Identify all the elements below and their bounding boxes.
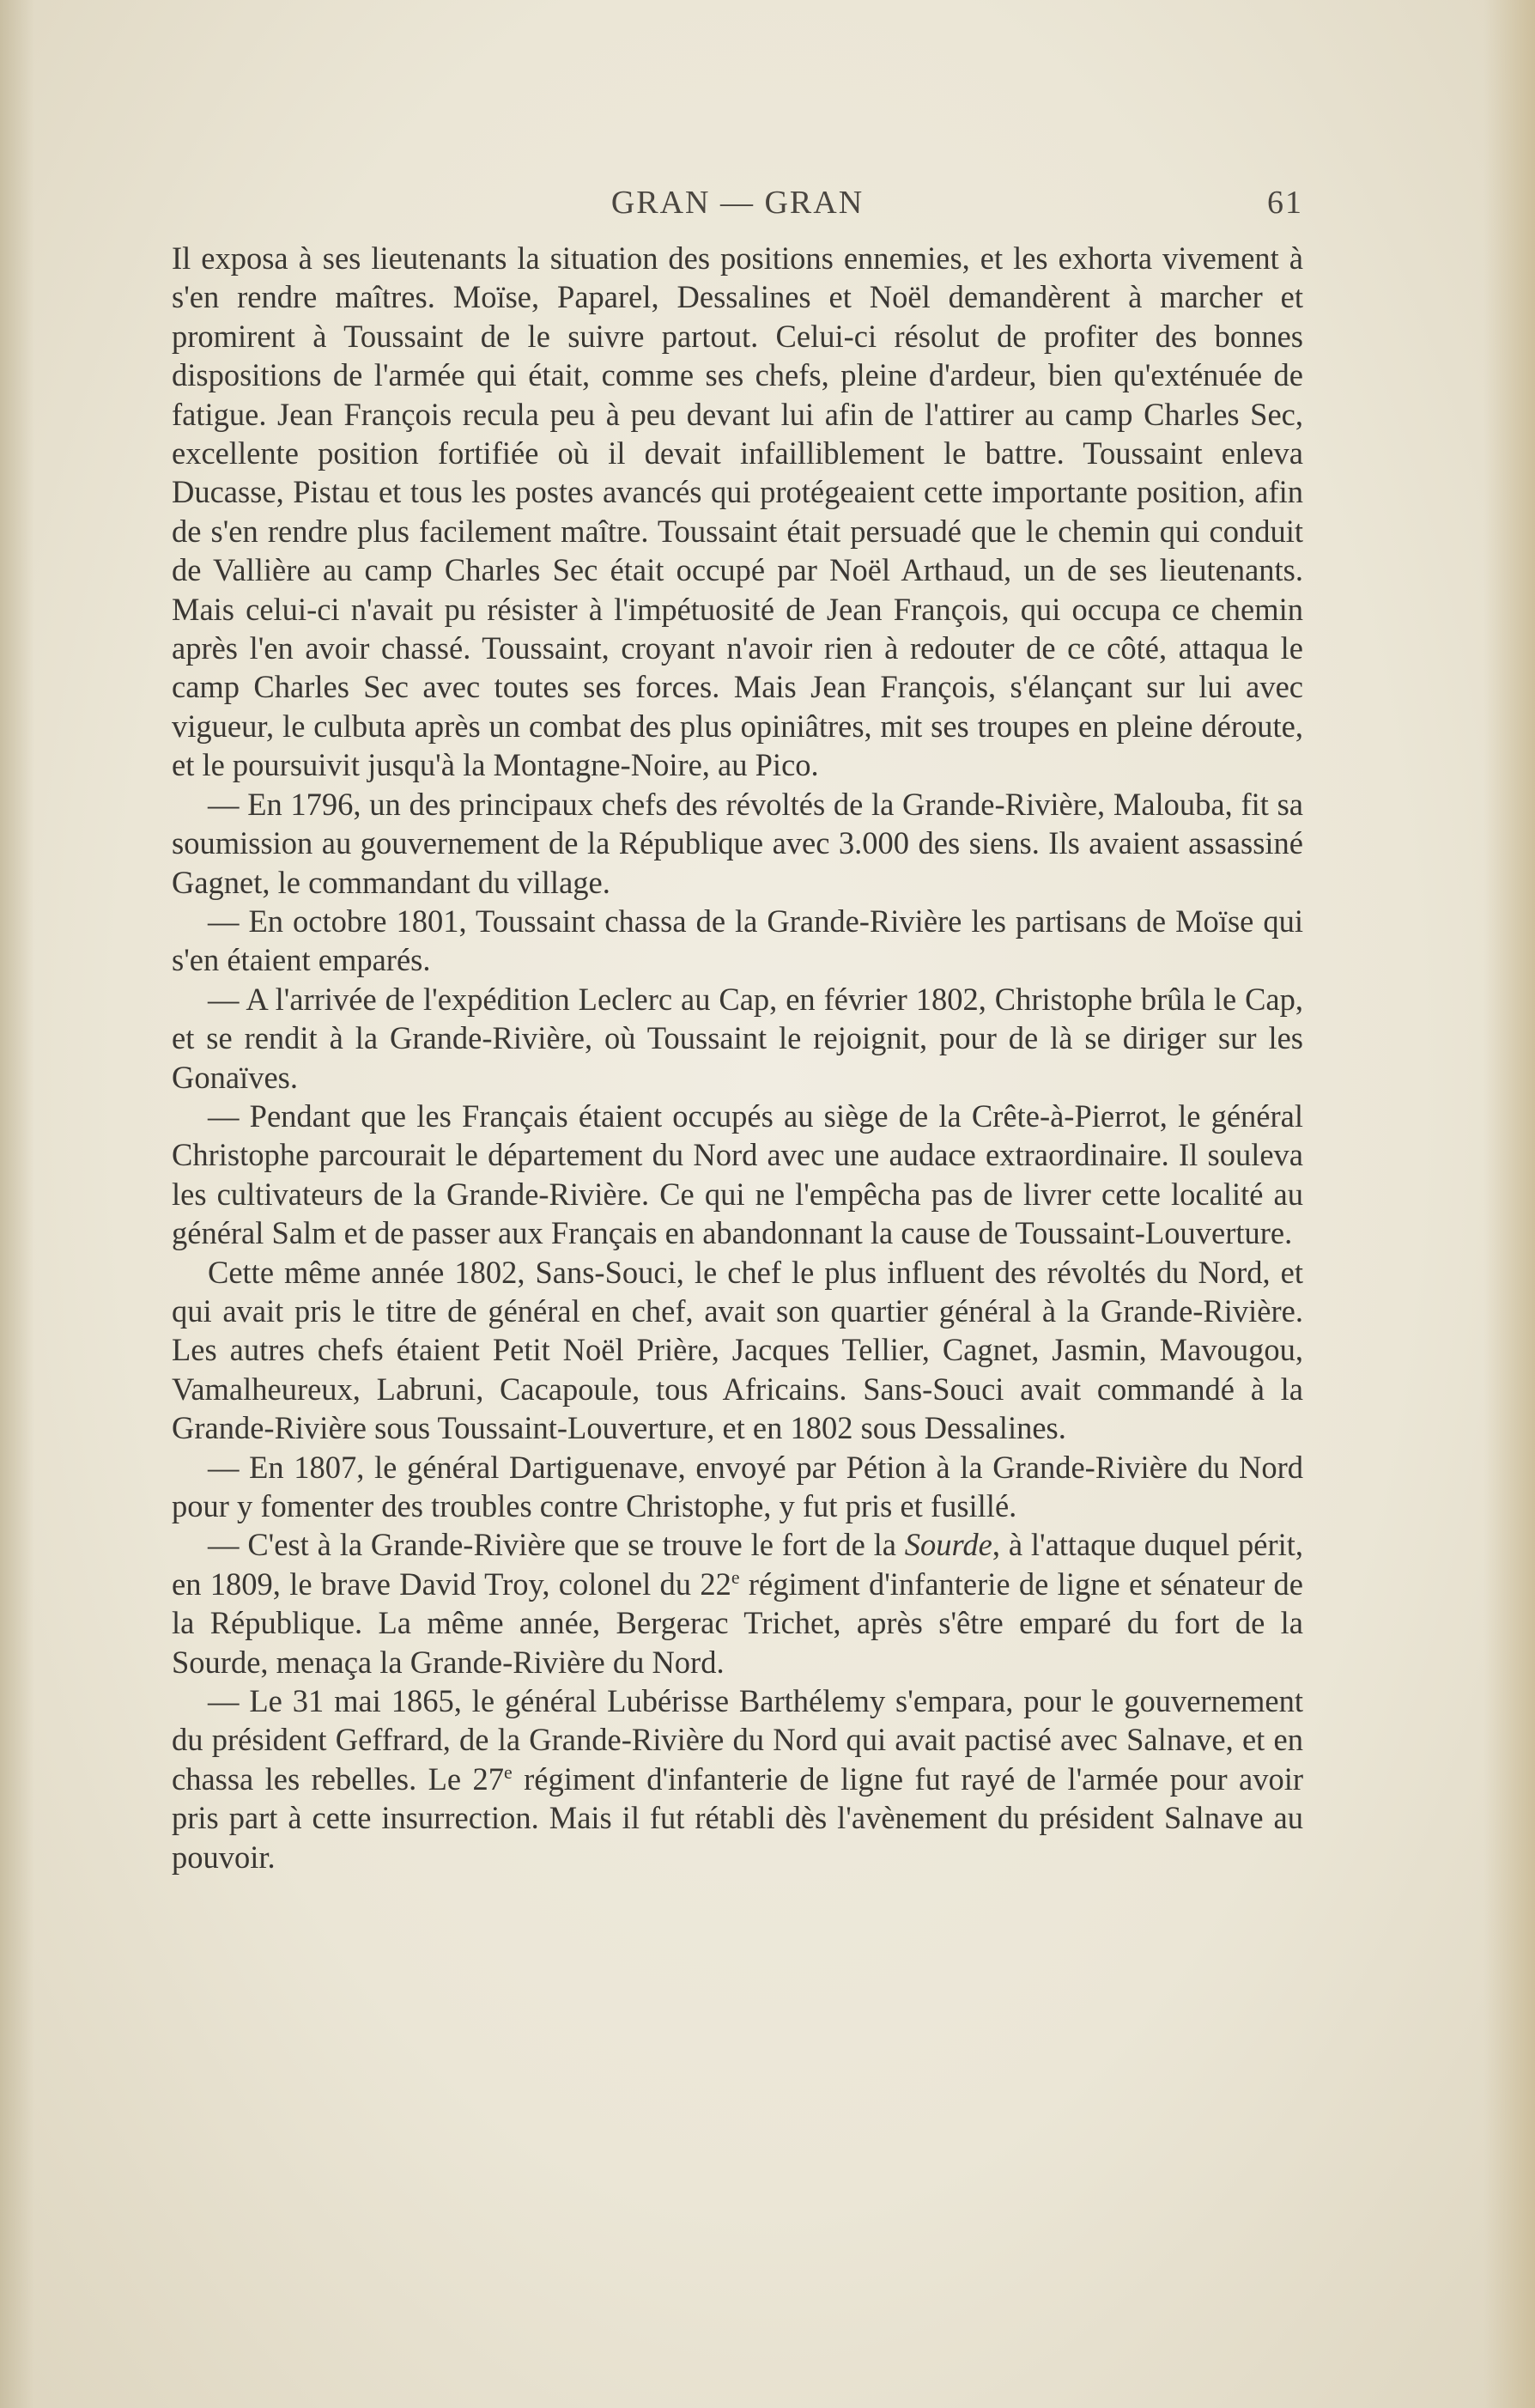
paragraph <box>172 1525 1303 1681</box>
paragraph <box>172 1681 1303 1876</box>
paragraph-text: , à l'attaque duquel périt, en 1809, le brave David Troy, colonel du 22 <box>172 1527 1304 1602</box>
superscript: e <box>731 1566 740 1588</box>
superscript: e <box>503 1760 513 1783</box>
page-edge-left <box>0 0 34 2408</box>
paragraph-text: — C'est à la Grande-Rivière que se trouve le fort de la <box>208 1527 905 1563</box>
running-head <box>172 184 1303 227</box>
paragraph-text: régiment d'infanterie de ligne et sénateur de la République. La même année, Bergerac Trichet, après s'être emparé du fort de la Sourde, menaça la Grande-Rivière du Nord. <box>172 1566 1303 1680</box>
paragraph: Cette même année 1802, Sans-Souci, le chef le plus influent des révoltés du Nord, et qui avait pris le titre de général en chef, avait son quartier général à la Grande-Rivière. Les autres chefs étaient Petit Noël Prière, Jacques Tellier, Cagnet, Jasmin, Mavougou, Vamalheureux, Labruni, Cacapoule, tous Africains. Sans-Souci avait commandé à la Grande-Rivière sous Toussaint-Louverture, et en 1802 sous Dessalines. <box>172 1254 1303 1446</box>
paragraph: Il exposa à ses lieutenants la situation des positions ennemies, et les exhorta vivement à s'en rendre maîtres. Moïse, Paparel, Dessalines et Noël demandèrent à marcher et promirent à Toussaint de le suivre partout. Celui-ci résolut de profiter des bonnes dispositions de l'armée qui était, comme ses chefs, pleine d'ardeur, bien qu'exténuée de fatigue. Jean François recula peu à peu devant lui afin de l'attirer au camp Charles Sec, excellente position fortifiée où il devait infailliblement le battre. Toussaint enleva Ducasse, Pistau et tous les postes avancés qui protégeaient cette importante position, afin de s'en rendre plus facilement maître. Toussaint était persuadé que le chemin qui conduit de Vallière au camp Charles Sec était occupé par Noël Arthaud, un de ses lieutenants. Mais celui-ci n'avait pu résister à l'impétuosité de Jean François, qui occupa ce chemin après l'en avoir chassé. Toussaint, croyant n'avoir rien à redouter de ce côté, attaqua le camp Charles Sec avec toutes ses forces. Mais Jean François, s'élançant sur lui avec vigueur, le culbuta après un combat des plus opiniâtres, mit ses troupes en pleine déroute, et le poursuivit jusqu'à la Montagne-Noire, au Pico. <box>172 240 1303 783</box>
paragraph: — Pendant que les Français étaient occupés au siège de la Crête-à-Pierrot, le général Christophe parcourait le département du Nord avec une audace extraordinaire. Il souleva les cultivateurs de la Grande-Rivière. Ce qui ne l'empêcha pas de livrer cette localité au général Salm et de passer aux Français en abandonnant la cause de Toussaint-Louverture. <box>172 1098 1303 1251</box>
paragraph: — En 1807, le général Dartiguenave, envoyé par Pétion à la Grande-Rivière du Nord pour y fomenter des troubles contre Christophe, y fut pris et fusillé. <box>172 1449 1303 1523</box>
paragraph: — En octobre 1801, Toussaint chassa de la Grande-Rivière les partisans de Moïse qui s'en étaient emparés. <box>172 903 1303 978</box>
italic-fort-name: Sourde <box>904 1527 992 1563</box>
paragraph: — A l'arrivée de l'expédition Leclerc au Cap, en février 1802, Christophe brûla le Cap, et se rendit à la Grande-Rivière, où Toussaint le rejoignit, pour de là se diriger sur les Gonaïves. <box>172 981 1303 1095</box>
paragraph-text: régiment d'infanterie de ligne fut rayé de l'armée pour avoir pris part à cette insurrection. Mais il fut rétabli dès l'avènement du président Salnave au pouvoir. <box>172 1760 1303 1875</box>
running-head-title: GRAN — GRAN <box>610 185 865 221</box>
paragraph-text: — Le 31 mai 1865, le général Lubérisse Barthélemy s'empara, pour le gouvernement du président Geffrard, de la Grande-Rivière du Nord qui avait pactisé avec Salnave, et en chassa les rebelles. Le 27 <box>172 1683 1303 1797</box>
paragraph: — En 1796, un des principaux chefs des révoltés de la Grande-Rivière, Malouba, fit sa soumission au gouvernement de la République avec 3.000 des siens. Ils avaient assassiné Gagnet, le commandant du village. <box>172 786 1303 900</box>
page-edge-right <box>1483 0 1535 2408</box>
page-number: 61 <box>1267 185 1303 221</box>
body-text <box>172 239 1303 1876</box>
